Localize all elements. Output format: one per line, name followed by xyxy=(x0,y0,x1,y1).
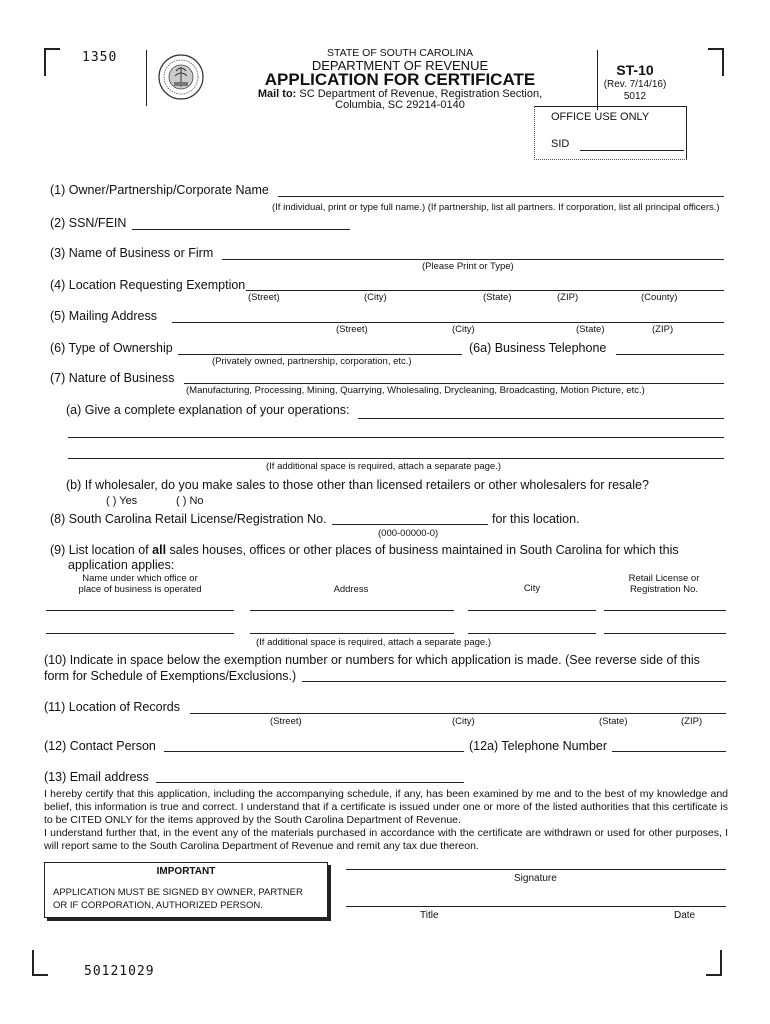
office-use-left-border xyxy=(534,106,536,158)
location-label: (4) Location Requesting Exemption xyxy=(50,278,246,292)
ownership-label: (6) Type of Ownership xyxy=(50,341,173,355)
email-label: (13) Email address xyxy=(44,770,149,784)
location-state-label: (State) xyxy=(483,292,512,303)
location-field[interactable] xyxy=(246,290,724,291)
explain-label: (a) Give a complete explanation of your operations: xyxy=(66,403,350,417)
header-department: DEPARTMENT OF REVENUE xyxy=(311,58,489,73)
explain-field-2[interactable] xyxy=(68,437,724,438)
contact-label: (12) Contact Person xyxy=(44,739,156,753)
location-county-label: (County) xyxy=(641,292,678,303)
location-zip-label: (ZIP) xyxy=(557,292,579,303)
important-line2: OR IF CORPORATION, AUTHORIZED PERSON. xyxy=(53,900,263,911)
certification-text-2: I understand further that, in the event any of the materials purchased in accordance with the certificate are withdrawn or used for other purposes, I will report same to the South Carolina Department of Revenue and remit any tax due thereon. xyxy=(44,827,728,852)
email-field[interactable] xyxy=(156,782,464,783)
nature-field[interactable] xyxy=(184,383,724,384)
important-box xyxy=(44,862,328,918)
license-label: (8) South Carolina Retail License/Registration No. xyxy=(50,512,327,526)
exemption-field[interactable] xyxy=(302,681,726,682)
license-field[interactable] xyxy=(332,524,488,525)
form-revision: (Rev. 7/14/16) xyxy=(603,79,667,90)
wholesale-question: (b) If wholesaler, do you make sales to those other than licensed retailers or other wholesalers for resale? xyxy=(66,478,649,492)
location-city-label: (City) xyxy=(364,292,387,303)
col-header-name-1: Name under which office or xyxy=(82,573,198,584)
wholesale-yes-option[interactable]: ( ) Yes xyxy=(106,495,138,507)
important-title: IMPORTANT xyxy=(156,866,216,877)
list-locations-line2: application applies: xyxy=(68,558,175,572)
owner-label: (1) Owner/Partnership/Corporate Name xyxy=(50,183,269,197)
list-bold: all xyxy=(152,543,167,557)
mailing-label: (5) Mailing Address xyxy=(50,309,157,323)
office-use-title: OFFICE USE ONLY xyxy=(551,111,650,123)
location-row-1-license[interactable] xyxy=(604,610,726,611)
col-header-name-2: place of business is operated xyxy=(78,584,202,595)
business-phone-field[interactable] xyxy=(616,354,724,355)
wholesale-no-option[interactable]: ( ) No xyxy=(176,495,204,507)
sid-field[interactable] xyxy=(580,150,684,151)
mailing-zip-label: (ZIP) xyxy=(652,324,674,335)
records-field[interactable] xyxy=(190,713,726,714)
mail-to-label: Mail to: xyxy=(257,88,297,100)
nature-hint: (Manufacturing, Processing, Mining, Quarrying, Wholesaling, Drycleaning, Broadcasting, Motion Picture, etc.) xyxy=(186,385,645,396)
business-name-hint: (Please Print or Type) xyxy=(422,261,514,272)
mailing-address-field[interactable] xyxy=(172,322,724,323)
location-row-2-name[interactable] xyxy=(46,633,234,634)
form-id-bottom: 50121029 xyxy=(84,964,155,979)
location-row-1-city[interactable] xyxy=(468,610,596,611)
title-date-field[interactable] xyxy=(346,906,726,907)
header-divider-right xyxy=(597,50,598,110)
records-street-label: (Street) xyxy=(270,716,302,727)
records-state-label: (State) xyxy=(599,716,628,727)
exemption-line2: form for Schedule of Exemptions/Exclusions.) xyxy=(44,669,297,683)
col-header-license-2: Registration No. xyxy=(629,584,699,595)
header-divider-left xyxy=(146,50,147,106)
contact-phone-label: (12a) Telephone Number xyxy=(469,739,608,753)
important-line1: APPLICATION MUST BE SIGNED BY OWNER, PARTNER xyxy=(53,887,303,898)
form-code: 5012 xyxy=(623,91,647,102)
records-label: (11) Location of Records xyxy=(44,700,180,714)
list-hint: (If additional space is required, attach a separate page.) xyxy=(256,637,492,648)
title-label: Title xyxy=(420,910,439,921)
business-name-field[interactable] xyxy=(222,259,724,260)
location-row-1-address[interactable] xyxy=(250,610,454,611)
location-row-2-license[interactable] xyxy=(604,633,726,634)
owner-name-field[interactable] xyxy=(278,196,724,197)
mail-to-line2: Columbia, SC 29214-0140 xyxy=(335,99,465,111)
ownership-hint: (Privately owned, partnership, corporation, etc.) xyxy=(212,356,412,367)
sid-label: SID xyxy=(551,138,570,150)
col-header-license-1: Retail License or xyxy=(628,573,700,584)
exemption-line1: (10) Indicate in space below the exemption number or numbers for which application is made. (See reverse side of this xyxy=(44,653,700,667)
explain-field-1[interactable] xyxy=(358,418,724,419)
certification-text-1: I hereby certify that this application, including the accompanying schedule, if any, has been examined by me and to the best of my knowledge and belief, this information is true and correct. I understand that if a certificate is issued under one or more of the listed authorities that this certificate is to be CITED ONLY for the items approved by the South Carolina Department of Revenue. xyxy=(44,788,728,826)
contact-phone-field[interactable] xyxy=(612,751,726,752)
corner-mark-bottom-left xyxy=(32,950,48,976)
header-state: STATE OF SOUTH CAROLINA xyxy=(326,47,474,59)
ownership-field[interactable] xyxy=(178,354,462,355)
corner-mark-top-right xyxy=(708,48,724,76)
col-header-address: Address xyxy=(333,584,369,595)
ssn-label: (2) SSN/FEIN xyxy=(50,216,127,230)
list-locations-label xyxy=(50,543,679,557)
location-row-2-city[interactable] xyxy=(468,633,596,634)
col-header-city: City xyxy=(523,583,541,594)
records-zip-label: (ZIP) xyxy=(681,716,703,727)
business-name-label: (3) Name of Business or Firm xyxy=(50,246,214,260)
explain-hint: (If additional space is required, attach a separate page.) xyxy=(266,461,502,472)
date-label: Date xyxy=(674,910,696,921)
business-phone-label: (6a) Business Telephone xyxy=(469,341,607,355)
explain-field-3[interactable] xyxy=(68,458,724,459)
corner-mark-bottom-right xyxy=(706,950,722,976)
state-seal xyxy=(158,54,204,100)
form-number: ST-10 xyxy=(616,62,654,78)
ssn-field[interactable] xyxy=(132,229,350,230)
nature-label: (7) Nature of Business xyxy=(50,371,175,385)
list-prefix: (9) List location of xyxy=(50,543,153,557)
form-id-top: 1350 xyxy=(82,50,118,65)
signature-field[interactable] xyxy=(346,869,726,870)
mailing-street-label: (Street) xyxy=(336,324,368,335)
page-title: APPLICATION FOR CERTIFICATE xyxy=(264,70,536,89)
list-rest: sales houses, offices or other places of business maintained in South Carolina for which this xyxy=(166,543,679,557)
license-format: (000-00000-0) xyxy=(378,528,439,539)
mailing-state-label: (State) xyxy=(576,324,605,335)
mailing-city-label: (City) xyxy=(452,324,475,335)
location-street-label: (Street) xyxy=(248,292,280,303)
location-row-2-address[interactable] xyxy=(250,633,454,634)
location-row-1-name[interactable] xyxy=(46,610,234,611)
corner-mark-top-left xyxy=(44,48,60,76)
signature-label: Signature xyxy=(514,873,557,884)
owner-hint: (If individual, print or type full name.) (If partnership, list all partners. If corporation, list all principal officers.) xyxy=(272,202,720,213)
mail-to-line1: SC Department of Revenue, Registration Section, xyxy=(299,88,543,100)
contact-person-field[interactable] xyxy=(164,751,464,752)
records-city-label: (City) xyxy=(452,716,475,727)
license-suffix: for this location. xyxy=(492,512,580,526)
